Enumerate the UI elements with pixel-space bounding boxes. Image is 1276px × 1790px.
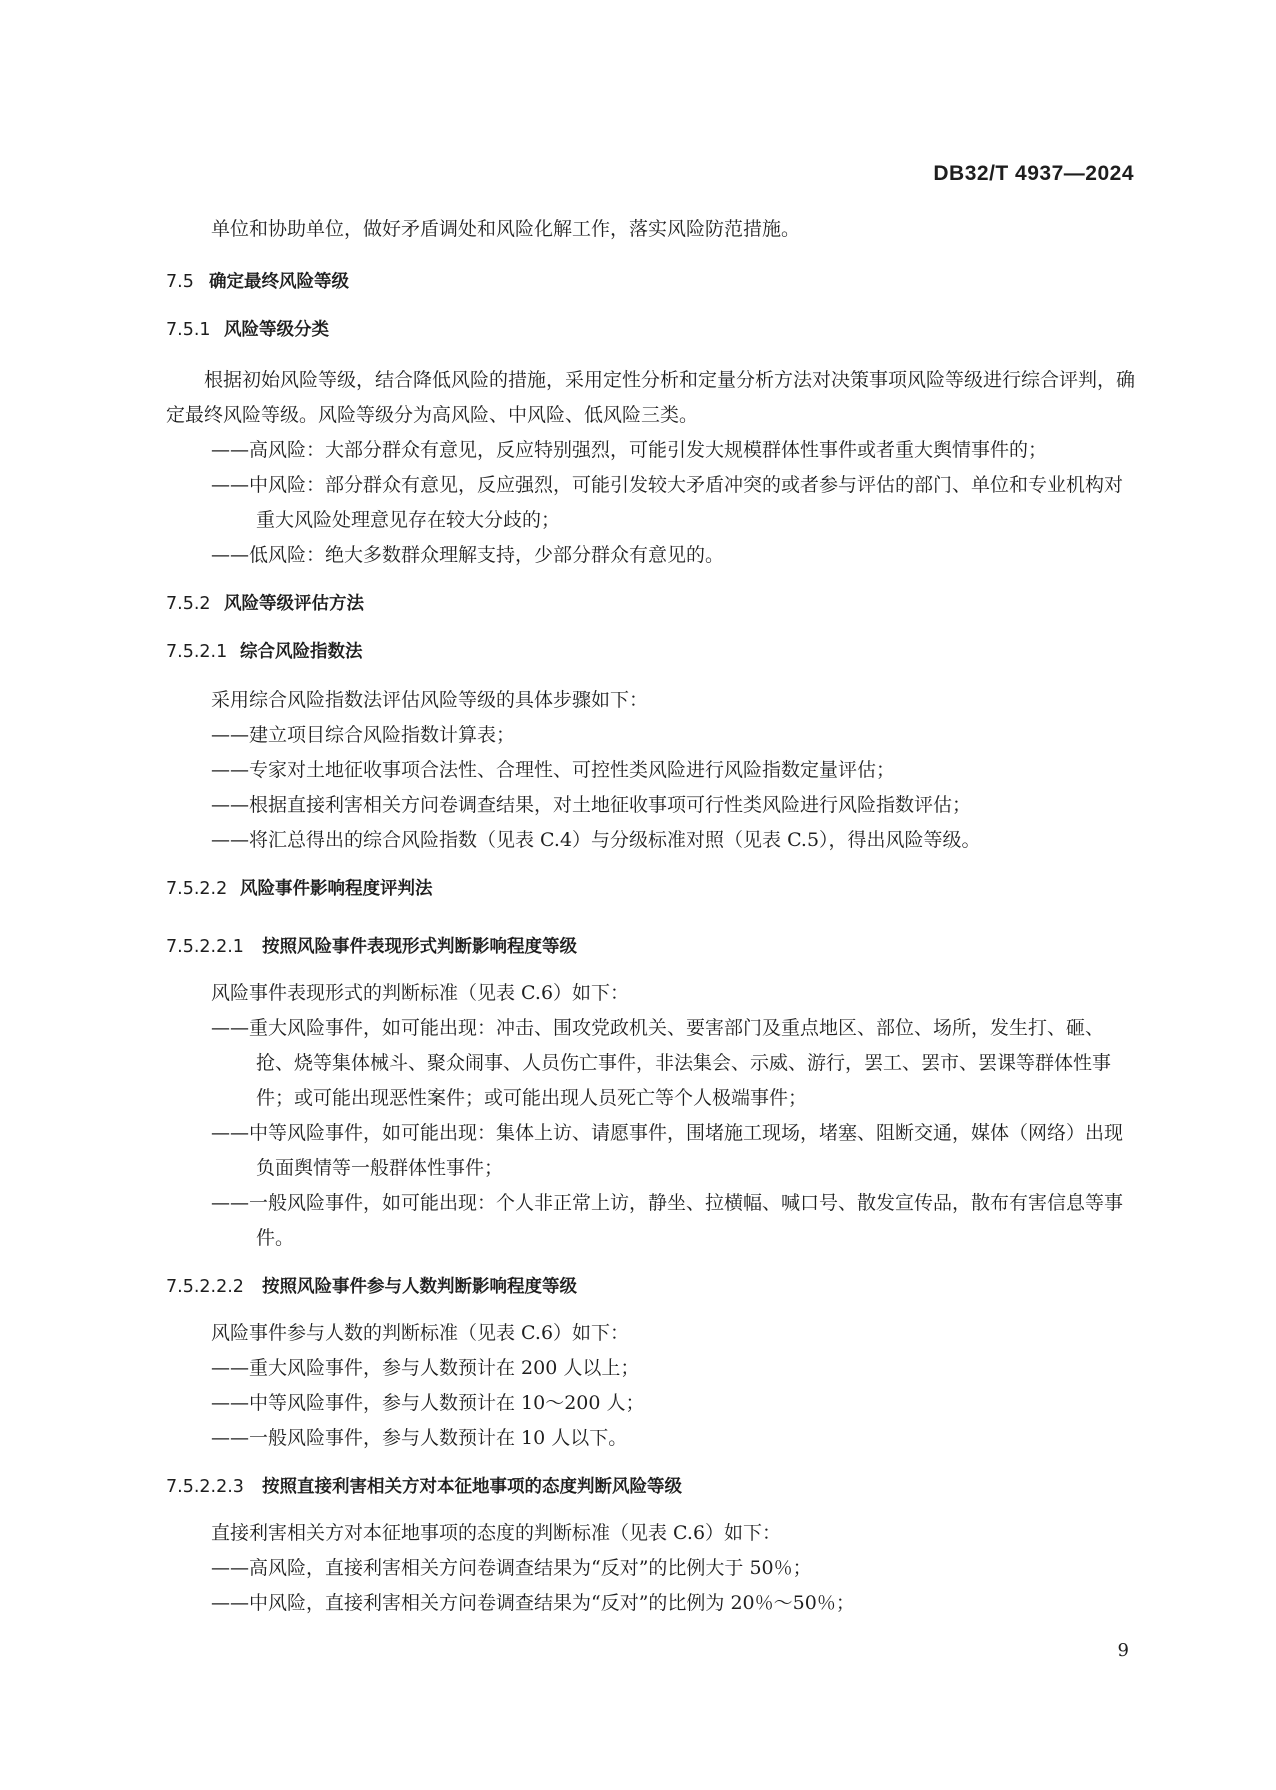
- list-item: ——高风险：大部分群众有意见，反应特别强烈，可能引发大规模群体性事件或者重大舆情事件的；: [211, 439, 1048, 461]
- section-number: 7.5.2.1: [166, 642, 228, 662]
- section-number: 7.5.1: [166, 320, 211, 340]
- section-heading: [166, 1472, 1141, 1502]
- section-title: 风险等级分类: [224, 320, 329, 340]
- list-item: ——中风险：部分群众有意见，反应强烈，可能引发较大矛盾冲突的或者参与评估的部门、单位和专业机构对重大风险处理意见存在较大分歧的；: [211, 474, 1124, 531]
- paragraph: 根据初始风险等级，结合降低风险的措施，采用定性分析和定量分析方法对决策事项风险等级进行综合评判，确定最终风险等级。风险等级分为高风险、中风险、低风险三类。: [166, 369, 1136, 426]
- list-item: ——中等风险事件，参与人数预计在 10～200 人；: [211, 1392, 645, 1414]
- section-number: 7.5: [166, 272, 194, 292]
- list-item: ——高风险，直接利害相关方问卷调查结果为“反对”的比例大于 50％；: [211, 1557, 812, 1579]
- section-title: 确定最终风险等级: [209, 272, 349, 292]
- section-heading: [166, 874, 1141, 904]
- section-heading: [166, 637, 1141, 667]
- list-item: ——根据直接利害相关方问卷调查结果，对土地征收事项可行性类风险进行风险指数评估；: [211, 794, 972, 816]
- paragraph: 风险事件参与人数的判断标准（见表 C.6）如下：: [211, 1322, 630, 1344]
- list-item: ——低风险：绝大多数群众理解支持，少部分群众有意见的。: [211, 544, 725, 566]
- page-number: 9: [1117, 1640, 1129, 1661]
- list-item: ——中等风险事件，如可能出现：集体上访、请愿事件，围堵施工现场，堵塞、阻断交通，媒体（网络）出现负面舆情等一般群体性事件；: [211, 1122, 1124, 1179]
- list-item: ——专家对土地征收事项合法性、合理性、可控性类风险进行风险指数定量评估；: [211, 759, 896, 781]
- section-title: 风险等级评估方法: [224, 594, 364, 614]
- paragraph: 单位和协助单位，做好矛盾调处和风险化解工作，落实风险防范措施。: [211, 218, 801, 240]
- section-title: 按照风险事件表现形式判断影响程度等级: [262, 937, 577, 957]
- section-number: 7.5.2.2: [166, 879, 228, 899]
- list-item: ——一般风险事件，如可能出现：个人非正常上访，静坐、拉横幅、喊口号、散发宣传品，散布有害信息等事件。: [211, 1192, 1124, 1249]
- document-body: [166, 212, 1141, 1621]
- section-number: 7.5.2.2.3: [166, 1477, 244, 1497]
- section-number: 7.5.2.2.2: [166, 1277, 244, 1297]
- section-title: 按照直接利害相关方对本征地事项的态度判断风险等级: [262, 1477, 682, 1497]
- paragraph: 采用综合风险指数法评估风险等级的具体步骤如下：: [211, 689, 649, 711]
- document-code: DB32/T 4937—2024: [933, 162, 1134, 185]
- section-heading: [166, 589, 1141, 619]
- section-title: 风险事件影响程度评判法: [240, 879, 433, 899]
- paragraph: 风险事件表现形式的判断标准（见表 C.6）如下：: [211, 982, 630, 1004]
- section-heading: [166, 267, 1141, 297]
- list-item: ——重大风险事件，参与人数预计在 200 人以上；: [211, 1357, 640, 1379]
- section-heading: [166, 315, 1141, 345]
- list-item: ——建立项目综合风险指数计算表；: [211, 724, 516, 746]
- paragraph: 直接利害相关方对本征地事项的态度的判断标准（见表 C.6）如下：: [211, 1522, 782, 1544]
- section-title: 综合风险指数法: [240, 642, 363, 662]
- list-item: ——重大风险事件，如可能出现：冲击、围攻党政机关、要害部门及重点地区、部位、场所，发生打、砸、抢、烧等集体械斗、聚众闹事、人员伤亡事件，非法集会、示威、游行，罢工、罢市、罢课等群体性事件；或可能出现恶性案件；或可能出现人员死亡等个人极端事件；: [211, 1017, 1112, 1109]
- list-item: ——将汇总得出的综合风险指数（见表 C.4）与分级标准对照（见表 C.5），得出风险等级。: [211, 829, 981, 851]
- section-title: 按照风险事件参与人数判断影响程度等级: [262, 1277, 577, 1297]
- section-number: 7.5.2: [166, 594, 211, 614]
- section-heading: [166, 1272, 1141, 1302]
- list-item: ——中风险，直接利害相关方问卷调查结果为“反对”的比例为 20％～50％；: [211, 1592, 855, 1614]
- section-number: 7.5.2.2.1: [166, 937, 244, 957]
- list-item: ——一般风险事件，参与人数预计在 10 人以下。: [211, 1427, 628, 1449]
- section-heading: [166, 932, 1141, 962]
